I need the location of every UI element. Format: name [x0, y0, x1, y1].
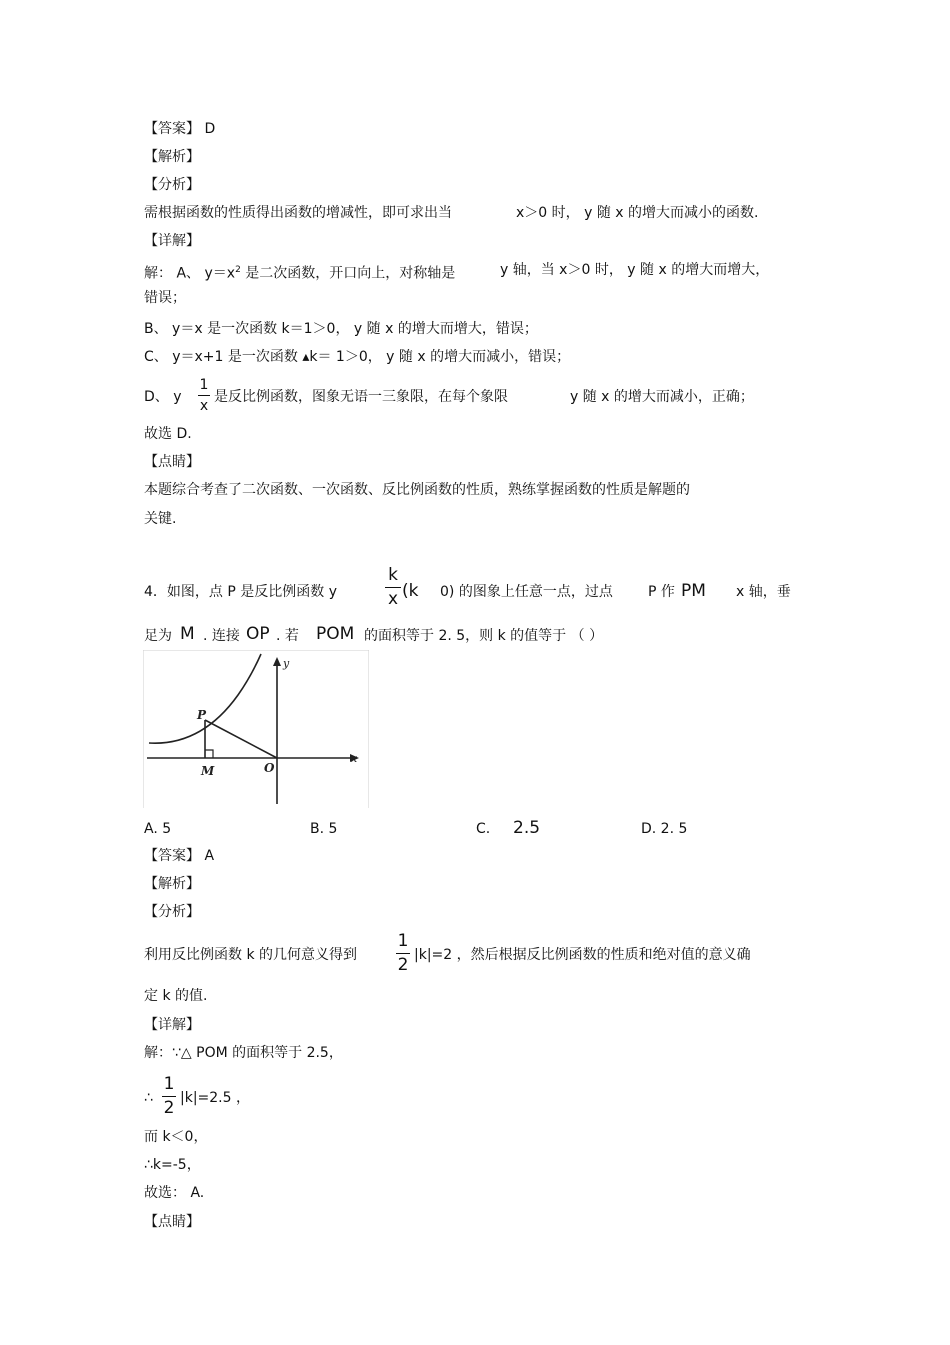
superscript: 2 [235, 265, 241, 275]
numerator: k [388, 565, 398, 585]
q4-detail-line-4: ∴k=-5， [144, 1157, 201, 1173]
denominator: x [387, 589, 399, 609]
comment-heading: 【点睛】 [144, 454, 200, 470]
q4-stem-k: (k [402, 581, 419, 601]
label-p: P [197, 708, 207, 722]
numerator: 1 [199, 377, 209, 393]
denominator: x [199, 398, 209, 414]
numerator: 1 [163, 1074, 175, 1094]
fraction-half-2 [162, 1075, 176, 1118]
option-d-text-3: y 随 x 的增大而减小，正确； [570, 389, 754, 405]
q4-stem2-m: M [180, 624, 195, 644]
option-a-text-1: 解： A、 y＝x [144, 265, 236, 282]
q4-stem2-2: . 连接 [203, 628, 240, 644]
q4-stem2-3: . 若 [276, 628, 299, 644]
option-c-value: 2.5 [513, 818, 541, 838]
option-d[interactable]: D. 2. 5 [641, 821, 688, 837]
right-angle-mark [205, 750, 213, 758]
q4-detail-line-3: 而 k＜0， [144, 1129, 208, 1145]
q4-analysis-heading: 【解析】 [144, 876, 200, 892]
label-x: x [351, 752, 358, 765]
q4-detail-therefore: ∴ [144, 1090, 153, 1106]
option-b[interactable]: B. 5 [310, 821, 338, 837]
option-a-text-3: y 轴，当 x＞0 时， y 随 x 的增大而增大， [500, 262, 770, 278]
q4-detail-line-1: 解：∵△ POM 的面积等于 2.5， [144, 1045, 343, 1061]
comment-text-1: 本题综合考查了二次函数、一次函数、反比例函数的性质，熟练掌握函数的性质是解题的 [144, 482, 690, 498]
option-d-text-2: 是反比例函数，图象无语一三象限，在每个象限 [214, 389, 508, 405]
q4-stem-1: 4．如图，点 P 是反比例函数 y [144, 584, 337, 600]
fenxi-text-b: x＞0 时， y 随 x 的增大而减小的函数. [516, 205, 759, 221]
option-a-text-2: 是二次函数，开口向上，对称轴是 [240, 265, 456, 282]
label-m: M [201, 764, 215, 778]
q4-stem-4: P 作 [648, 584, 675, 600]
detail-heading: 【详解】 [144, 233, 200, 249]
q4-answer-heading: 【答案】 A [144, 848, 215, 864]
numerator: 1 [397, 931, 409, 951]
denominator: 2 [163, 1098, 175, 1118]
q4-stem-5: x 轴，垂 [736, 584, 791, 600]
option-d-text-1: D、 y [144, 389, 182, 405]
q4-comment-heading: 【点睛】 [144, 1214, 200, 1230]
answer-heading: 【答案】 D [144, 121, 216, 137]
label-y: y [283, 657, 290, 670]
q4-detail-line-5: 故选： A. [144, 1185, 205, 1201]
q4-stem2-4: 的面积等于 2. 5，则 k 的值等于 （ ） [364, 628, 604, 644]
hyperbola-figure [143, 650, 369, 808]
q4-detail-line-2: |k|=2.5 ， [180, 1090, 250, 1106]
comment-text-2: 关键. [144, 511, 177, 527]
option-a-text-4: 错误； [144, 290, 186, 306]
fraction-half [396, 932, 410, 975]
fenxi-text-a: 需根据函数的性质得出函数的增减性，即可求出当 [144, 205, 452, 221]
q4-detail-heading: 【详解】 [144, 1017, 200, 1033]
q4-stem2-pom: POM [316, 624, 355, 644]
choice-line: 故选 D. [144, 426, 192, 442]
q4-stem2-op: OP [246, 624, 270, 644]
q4-fenxi-text-1: 利用反比例函数 k 的几何意义得到 [144, 947, 358, 963]
analysis-heading: 【解析】 [144, 149, 200, 165]
q4-fenxi-text-2: |k|=2 ，然后根据反比例函数的性质和绝对值的意义确 [414, 947, 751, 963]
q4-fenxi-text-3: 定 k 的值. [144, 988, 208, 1004]
denominator: 2 [397, 955, 409, 975]
q4-stem-3: 0) 的图象上任意一点，过点 [440, 584, 613, 600]
label-o: O [264, 761, 275, 775]
option-a[interactable]: A. 5 [144, 821, 172, 837]
fraction-1-over-x [198, 377, 210, 414]
option-c[interactable]: C. [476, 821, 491, 837]
option-b-analysis: B、 y＝x 是一次函数 k＝1＞0， y 随 x 的增大而增大，错误； [144, 321, 538, 337]
segment-op [205, 720, 277, 758]
option-c-analysis: C、 y＝x+1 是一次函数 ▴k＝ 1＞0， y 随 x 的增大而减小，错误； [144, 349, 571, 365]
q4-stem-pm: PM [681, 581, 706, 601]
q4-stem2-1: 足为 [144, 628, 172, 644]
fraction-k-over-x [385, 566, 401, 609]
option-a-analysis [144, 261, 455, 283]
q4-fenxi-heading: 【分析】 [144, 904, 200, 920]
fenxi-heading: 【分析】 [144, 177, 200, 193]
y-axis-arrow [273, 657, 281, 666]
